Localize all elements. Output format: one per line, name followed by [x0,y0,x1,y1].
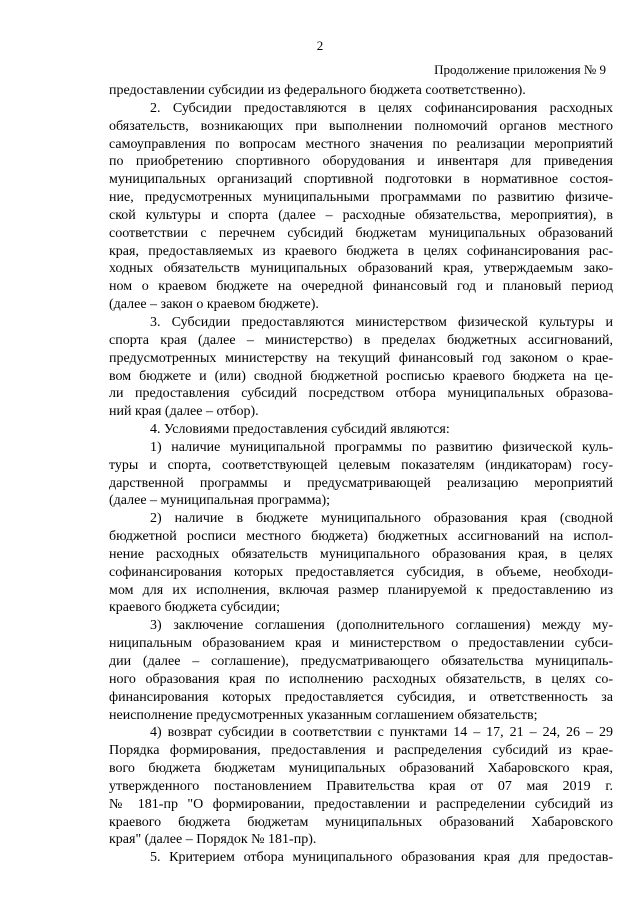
text-line: предоставлении субсидии из федерального бюджета соответственно). [109,83,526,98]
text-line: вом бюджете и (или) сводной бюджетной росписью краевого бюджета на це- [109,368,613,384]
text-line: 1) наличие муниципальной программы по развитию физической куль- [150,439,613,455]
text-line: бюджетной росписи местного бюджета) бюджетных ассигнований на испол- [109,529,613,545]
text-line: ской культуры и спорта (далее – расходные обязательства, мероприятия), в [109,207,613,223]
text-line: вого бюджета бюджетам муниципальных образований Хабаровского края, [109,761,613,777]
text-line: 2. Субсидии предоставляются в целях софинансирования расходных [150,100,613,116]
text-line: софинансирования которых предоставляется субсидия, в объеме, необходи- [109,564,613,580]
text-line: ного образования края по исполнению расходных обязательств, в целях со- [109,671,613,687]
text-line: краевого бюджета бюджетам муниципальных образований Хабаровского [109,814,613,830]
text-line: 2) наличие в бюджете муниципального образования края (сводной [150,511,613,527]
text-line: ний края (далее – отбор). [109,404,259,420]
continuation-header: Продолжение приложения № 9 [434,62,606,77]
text-line: финансирования которых предоставляется субсидия, и ответственность за [109,689,613,705]
text-line: ли предоставления субсидий посредством отбора муниципальных образова- [109,386,613,402]
text-line: краевого бюджета субсидии; [109,600,281,616]
text-line: 4. Условиями предоставления субсидий являются: [150,422,450,438]
text-line: края" (далее – Порядок № 181-пр). [109,832,317,848]
text-line: самоуправления по вопросам местного значения по реализации мероприятий [109,136,613,152]
text-line: предусмотренных министерству на текущий финансовый год законом о крае- [109,350,613,366]
document-body [109,82,613,867]
text-line: ном о краевом бюджете на очередной финансовый год и плановый период [109,279,613,295]
text-line: спорта края (далее – министерство) в пределах бюджетных ассигнований, [109,332,613,348]
text-line: дарственной программы и предусматривающей реализацию мероприятий [109,475,613,491]
text-line: дии (далее – соглашение), предусматривающего обязательства муниципаль- [109,654,613,669]
text-line: неисполнение предусмотренных указанным соглашением обязательств; [109,707,538,723]
text-line: 4) возврат субсидии в соответствии с пунктами 14 – 17, 21 – 24, 26 – 29 [150,725,613,741]
text-line: края, предоставляемых из краевого бюджета в целях софинансирования рас- [109,243,613,259]
text-line: № 181-пр "О формировании, предоставлении и распределении субсидий из [109,796,613,812]
text-line: муниципальных организаций спортивной подготовки в нормативное состоя- [109,172,613,188]
text-line: 3. Субсидии предоставляются министерством физической культуры и [150,314,613,330]
text-line: ходных обязательств муниципальных образований края, утверждаемым зако- [109,261,613,277]
text-line: ние, предусмотренных муниципальными программами по развитию физиче- [109,190,613,206]
text-line: обязательств, возникающих при выполнении полномочий органов местного [109,118,613,134]
page-number: 2 [316,38,324,53]
text-line: туры и спорта, соответствующей целевым показателям (индикаторам) госу- [109,457,613,473]
text-line: утвержденного постановлением Правительства края от 07 мая 2019 г. [109,778,613,794]
text-line: соответствии с перечнем субсидий бюджетам муниципальных образований [109,225,613,241]
text-line: ниципальным образованием края и министерством о предоставлении субси- [109,636,613,652]
text-line: нение расходных обязательств муниципального образования края, в целях [109,546,613,562]
text-line: по приобретению спортивного оборудования и инвентаря для приведения [109,154,613,170]
text-line: (далее – муниципальная программа); [109,493,331,509]
text-line: Порядка формирования, предоставления и распределения субсидий из крае- [109,743,613,759]
text-line: мом для их исполнения, включая размер планируемой к предоставлению из [109,582,613,598]
text-line: (далее – закон о краевом бюджете). [109,297,319,313]
text-line: 5. Критерием отбора муниципального образования края для предостав- [150,850,613,866]
text-line: 3) заключение соглашения (дополнительного соглашения) между му- [150,618,613,634]
